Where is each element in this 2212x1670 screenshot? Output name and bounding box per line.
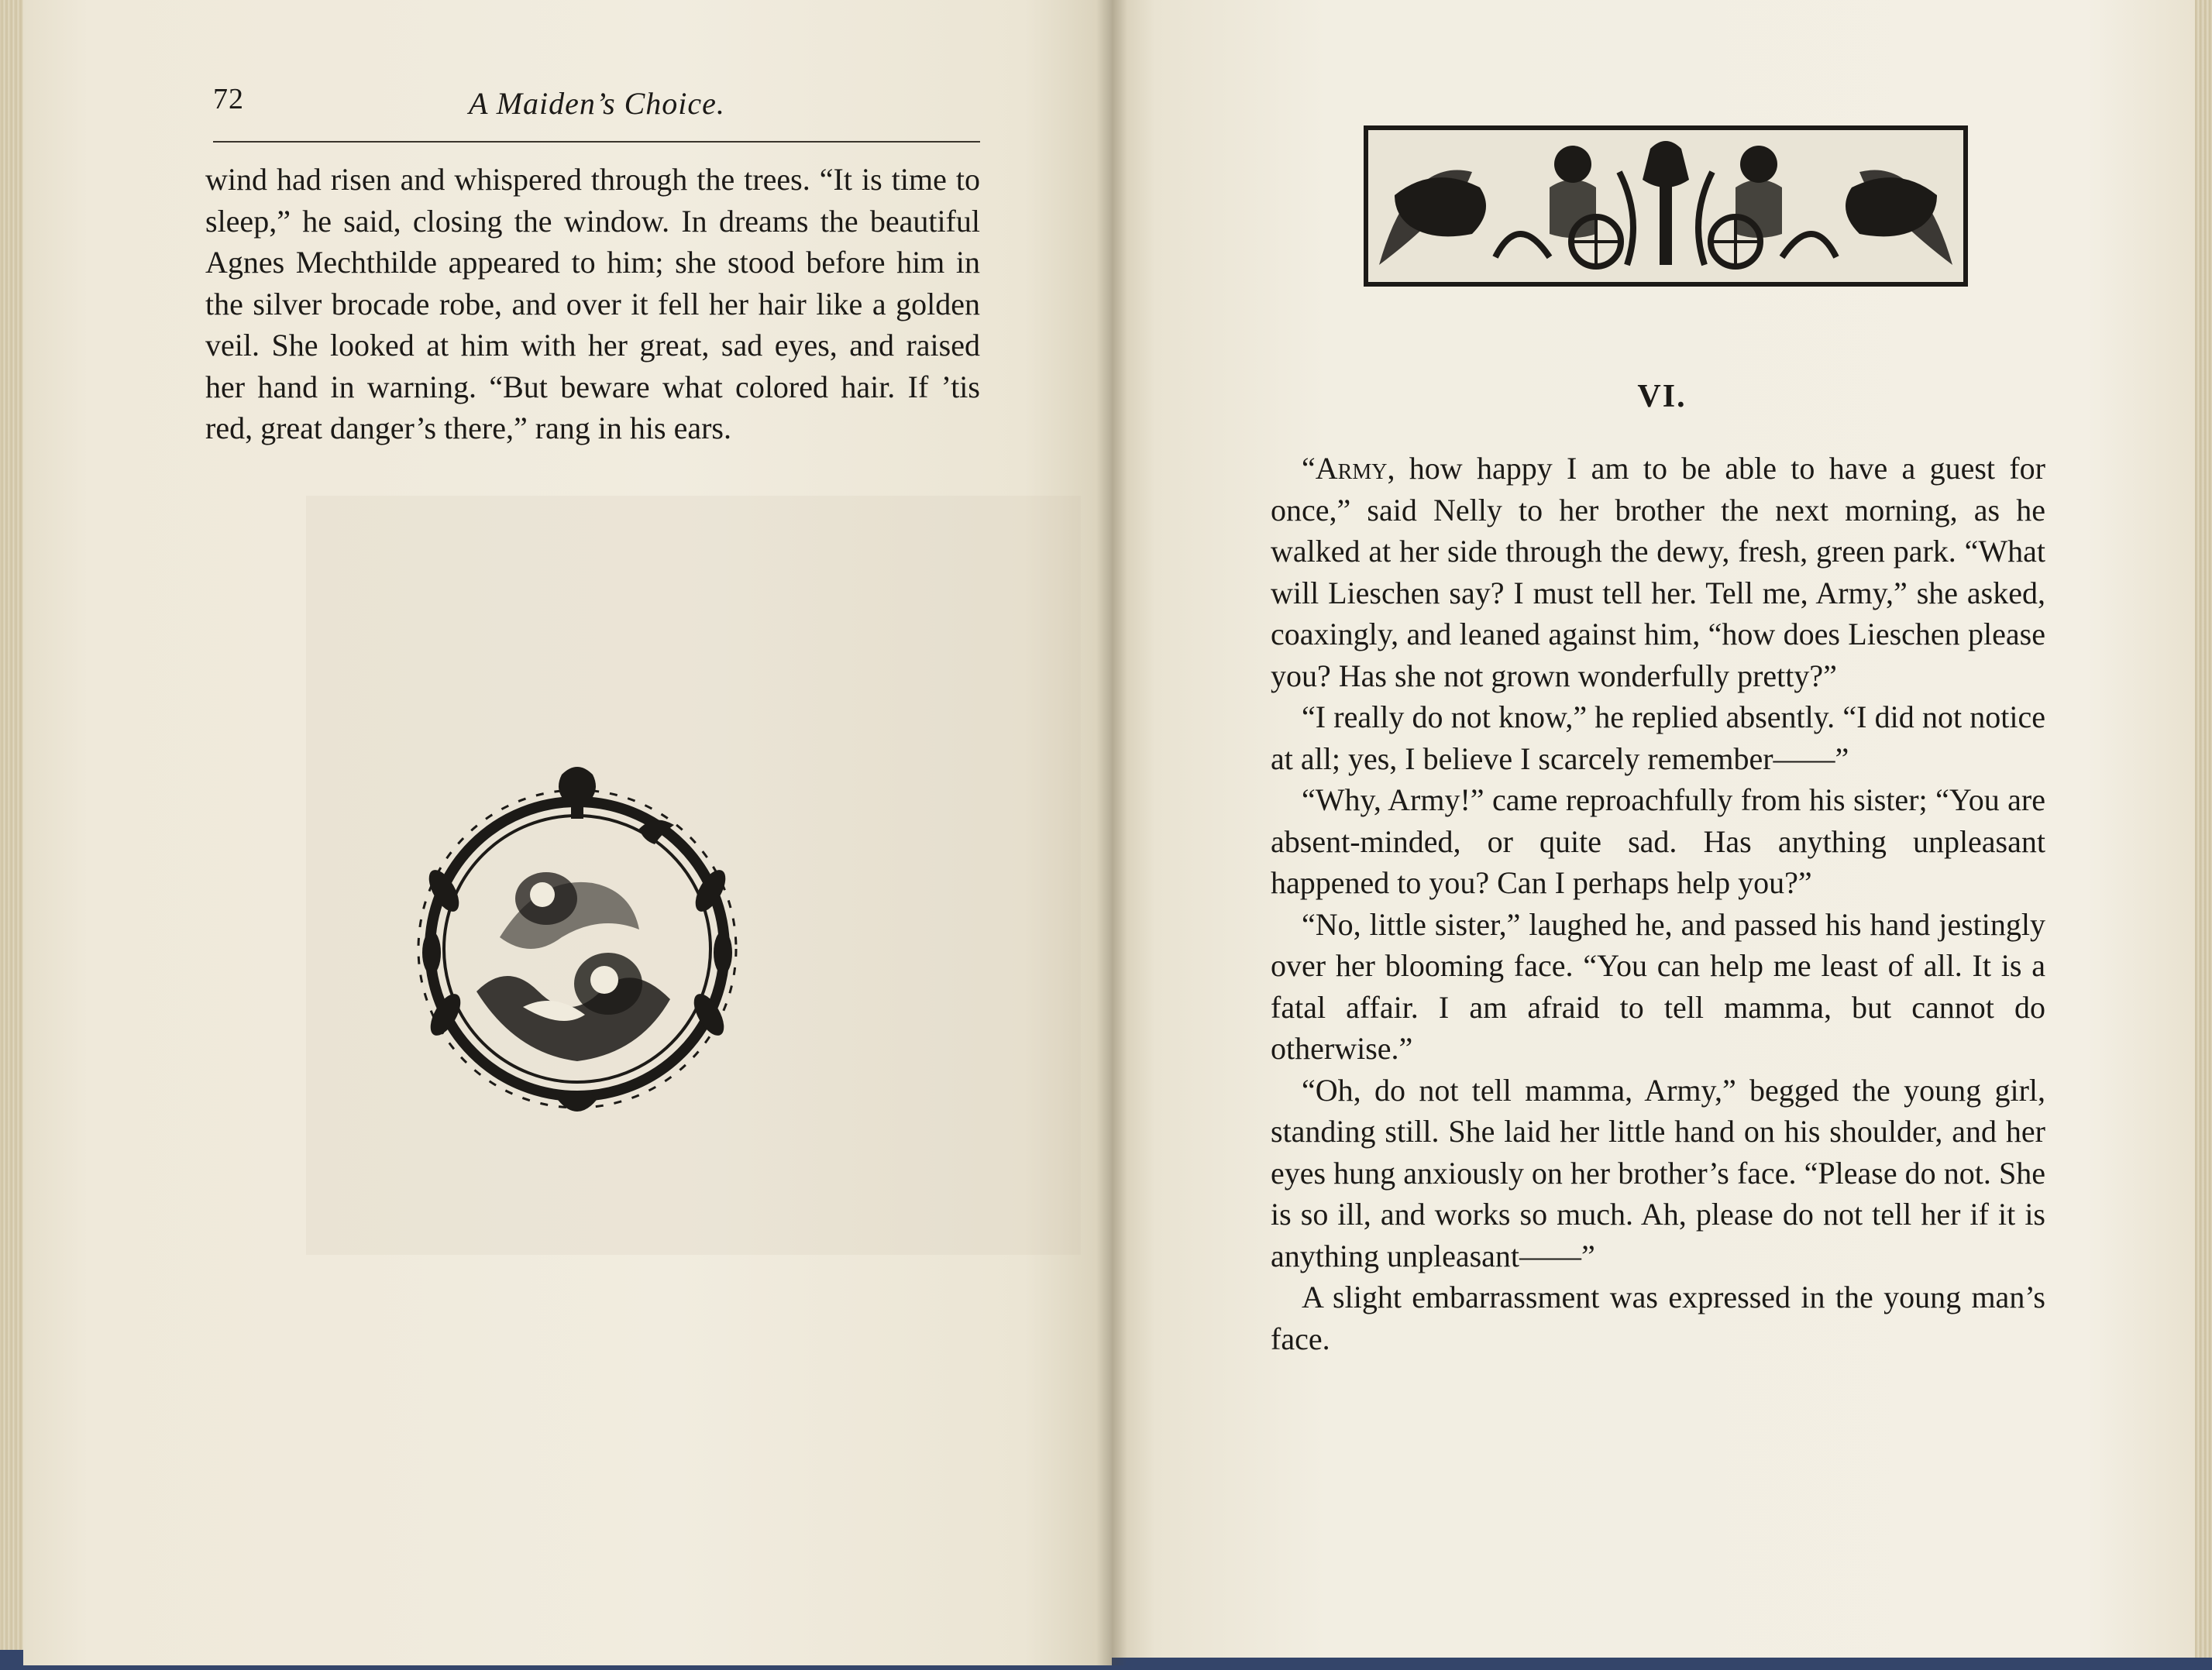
running-title: A Maiden’s Choice. bbox=[469, 86, 725, 121]
right-page-text bbox=[1271, 448, 2045, 1359]
chariot-frieze-icon bbox=[1364, 125, 1968, 287]
first-paragraph-text: , how happy I am to be able to have a guest for once,” said Nelly to her brother the next morning, as he walked at her side through the dewy, fresh, green park. “What will Lieschen say? I must tell her. Tell me, Army,” she asked, coaxingly, and leaned against him, “how does Lieschen please you? Has she not grown wonderfully pretty?” bbox=[1271, 451, 2045, 693]
right-paragraph-5: “Oh, do not tell mamma, Army,” begged the young girl, standing still. She laid her little hand on his shoulder, and her eyes hung anxiously on her brother’s face. “Please do not. She is so ill, and works so much. Ah, please do not tell her if it is anything unpleasant——” bbox=[1271, 1072, 2045, 1273]
right-paragraph-3: “Why, Army!” came reproachfully from his sister; “You are absent-minded, or quite sad. Has anything unpleasant happened to you? Can I perhaps help you?” bbox=[1271, 782, 2045, 900]
open-quote: “ bbox=[1302, 451, 1316, 486]
chapter-heading: VI. bbox=[1637, 379, 1687, 414]
page-number: 72 bbox=[213, 83, 244, 115]
left-page-text bbox=[205, 159, 980, 449]
running-head bbox=[213, 74, 980, 129]
right-paragraph-6: A slight embarrassment was expressed in the young man’s face. bbox=[1271, 1280, 2045, 1356]
left-paragraph-1: wind had risen and whispered through the trees. “It is time to sleep,” he said, closing the window. In dreams the beautiful Agnes Mechthilde appeared to him; she stood before him in the silver brocade robe, and over it fell her hair like a golden veil. She looked at him with her great, sad eyes, and raised her hand in warning. “But beware what colored hair. If ’tis red, great danger’s there,” rang in his ears. bbox=[205, 162, 980, 445]
right-paragraph-1 bbox=[1271, 448, 2045, 696]
smallcaps-opening-word: Army bbox=[1315, 451, 1388, 486]
cherub-vignette-icon bbox=[407, 759, 748, 1123]
header-rule bbox=[213, 141, 980, 143]
right-paragraph-4: “No, little sister,” laughed he, and passed his hand jestingly over her blooming face. “You can help me least of all. It is a fatal affair. I am afraid to tell mamma, but cannot do otherwise.” bbox=[1271, 906, 2045, 1066]
book-gutter bbox=[1096, 0, 1127, 1665]
right-paragraph-2: “I really do not know,” he replied absently. “I did not notice at all; yes, I believe I scarcely remember——” bbox=[1271, 699, 2045, 776]
